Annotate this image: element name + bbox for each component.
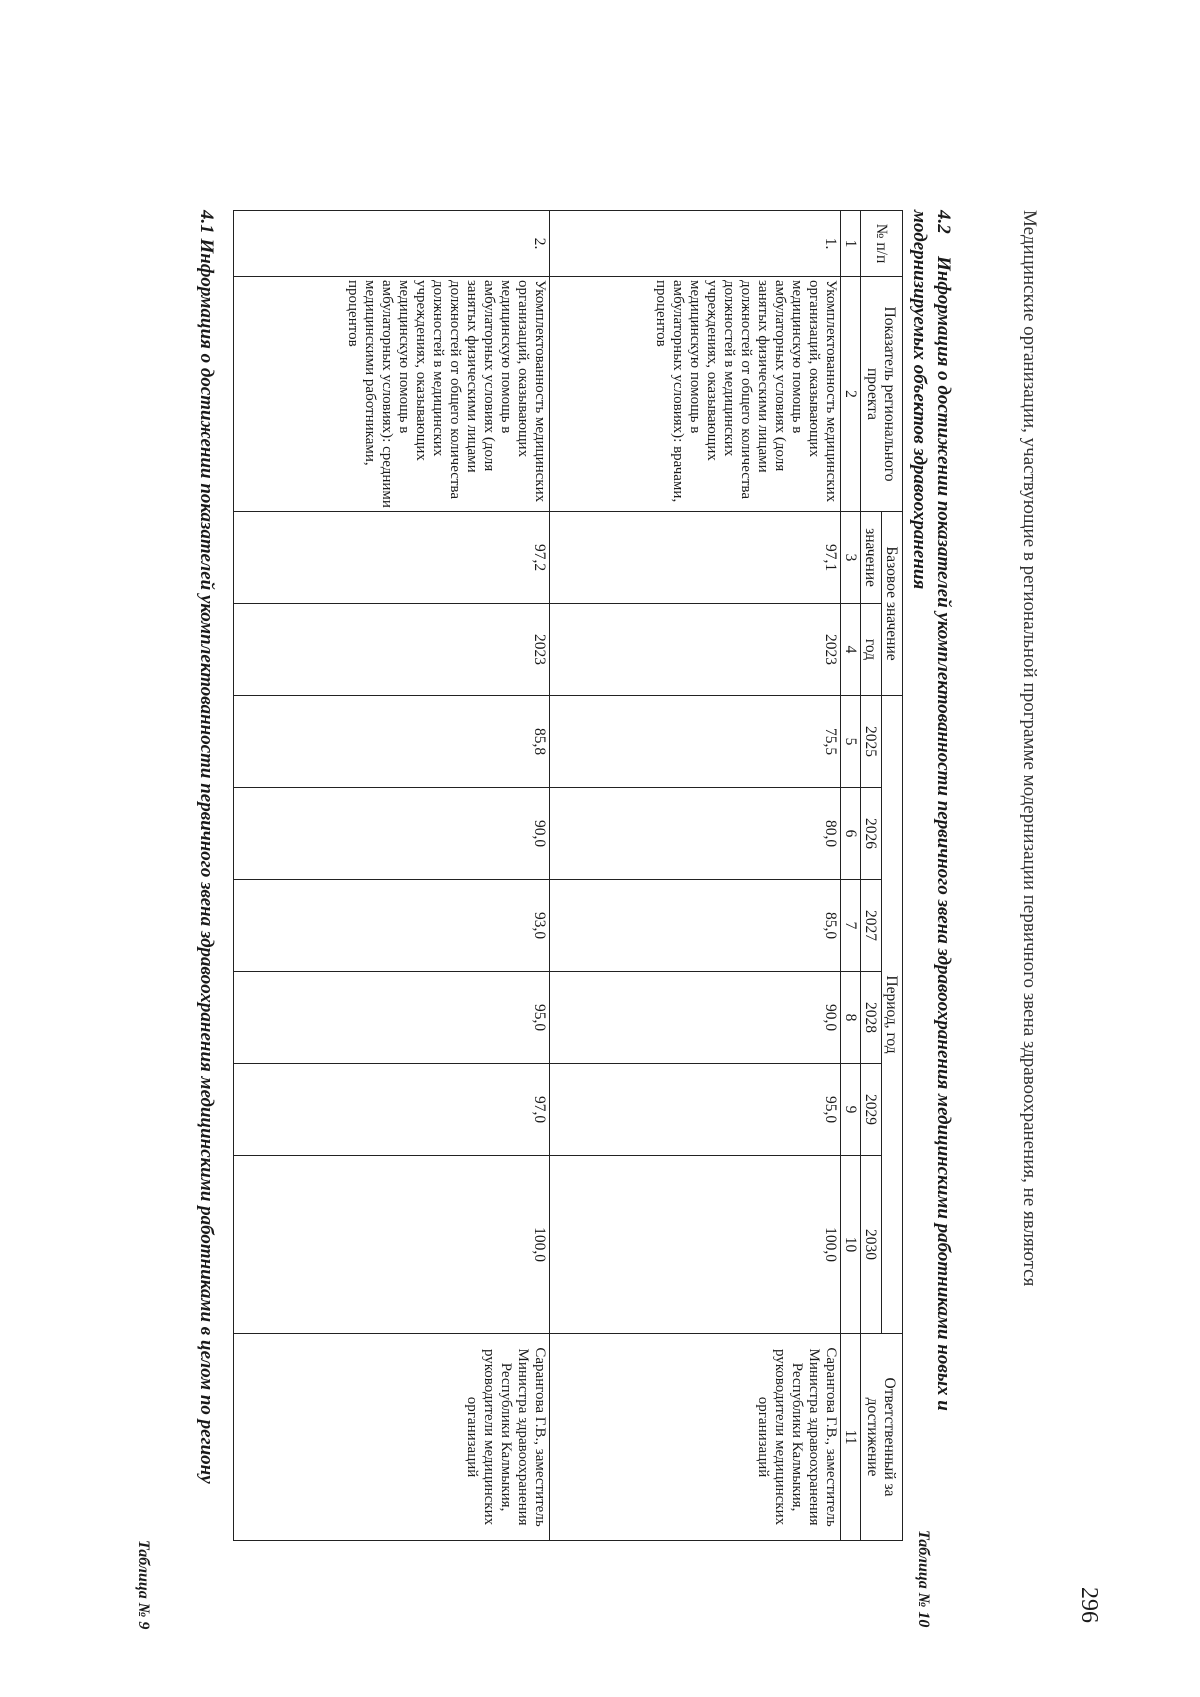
value-cell: 93,0 <box>234 880 551 972</box>
row-number: 2. <box>234 211 551 277</box>
header-base: Базовое значение <box>882 512 903 696</box>
value-cell: 90,0 <box>234 788 551 880</box>
header-year: 2030 <box>861 1156 882 1334</box>
header-responsible: Ответственный за достижение <box>861 1334 903 1541</box>
column-number: 6 <box>841 788 861 880</box>
base-year-cell: 2023 <box>550 604 841 696</box>
base-value-cell: 97,1 <box>550 512 841 604</box>
column-number: 8 <box>841 972 861 1064</box>
column-number-row <box>841 211 861 1541</box>
page-number: 296 <box>1076 1587 1102 1623</box>
value-cell: 100,0 <box>550 1156 841 1334</box>
table-header-row-1 <box>882 211 903 1541</box>
header-indicator: Показатель регионального проекта <box>861 277 903 512</box>
header-num: № п/п <box>861 211 903 277</box>
value-cell: 85,0 <box>550 880 841 972</box>
section-4-2-heading <box>907 210 955 1510</box>
table-row <box>550 211 841 1541</box>
column-number: 4 <box>841 604 861 696</box>
body-text-line: Медицинские организации, участвующие в региональной программе модернизации первичного звена здравоохранения, не являются <box>1019 210 1040 1287</box>
responsible-cell: Сарангова Г.В., заместитель Министра здравоохранения Республики Калмыкия, руководители медицинских организаций <box>234 1334 551 1541</box>
header-year: 2029 <box>861 1064 882 1156</box>
row-number: 1. <box>550 211 841 277</box>
base-value-cell: 97,2 <box>234 512 551 604</box>
value-cell: 97,0 <box>234 1064 551 1156</box>
column-number: 5 <box>841 696 861 788</box>
header-year: 2025 <box>861 696 882 788</box>
column-number: 3 <box>841 512 861 604</box>
header-year: 2027 <box>861 880 882 972</box>
value-cell: 75,5 <box>550 696 841 788</box>
value-cell: 95,0 <box>234 972 551 1064</box>
column-number: 11 <box>841 1334 861 1541</box>
column-number: 7 <box>841 880 861 972</box>
section-4-2-text: Информация о достижении показателей укомплектованности первичного звена здравоохранения медицинскими работниками новых и модернизируемых объектов здравоохранения <box>909 210 954 1411</box>
header-base-value: значение <box>861 512 882 604</box>
table-9-caption: Таблица № 9 <box>135 1540 152 1630</box>
column-number: 9 <box>841 1064 861 1156</box>
value-cell: 85,8 <box>234 696 551 788</box>
base-year-cell: 2023 <box>234 604 551 696</box>
table-10-caption: Таблица № 10 <box>915 1530 932 1628</box>
value-cell: 90,0 <box>550 972 841 1064</box>
value-cell: 100,0 <box>234 1156 551 1334</box>
column-number: 10 <box>841 1156 861 1334</box>
table-row <box>234 211 551 1541</box>
column-number: 2 <box>841 277 861 512</box>
indicator-cell: Укомплектованность медицинских организаций, оказывающих медицинскую помощь в амбулаторных условиях (доля занятых физическими лицами должностей от общего количества должностей в медицинских учреждениях, оказывающих медицинскую помощь в амбулаторных условиях): средними медицинскими работниками, процентов <box>234 277 551 512</box>
section-4-2-number: 4.2 <box>933 210 954 234</box>
indicators-table <box>233 210 903 1541</box>
header-year: 2026 <box>861 788 882 880</box>
section-4-1-heading: 4.1 Информация о достижении показателей укомплектованности первичного звена здравоохранения медицинскими работниками в целом по региону <box>196 210 217 1484</box>
responsible-cell: Сарангова Г.В., заместитель Министра здравоохранения Республики Калмыкия, руководители медицинских организаций <box>550 1334 841 1541</box>
value-cell: 95,0 <box>550 1064 841 1156</box>
column-number: 1 <box>841 211 861 277</box>
header-period: Период, год <box>882 696 903 1334</box>
header-base-year: год <box>861 604 882 696</box>
indicator-cell: Укомплектованность медицинских организаций, оказывающих медицинскую помощь в амбулаторных условиях (доля занятых физическими лицами должностей от общего количества должностей в медицинских учреждениях, оказывающих медицинскую помощь в амбулаторных условиях): врачами, процентов <box>550 277 841 512</box>
header-year: 2028 <box>861 972 882 1064</box>
value-cell: 80,0 <box>550 788 841 880</box>
